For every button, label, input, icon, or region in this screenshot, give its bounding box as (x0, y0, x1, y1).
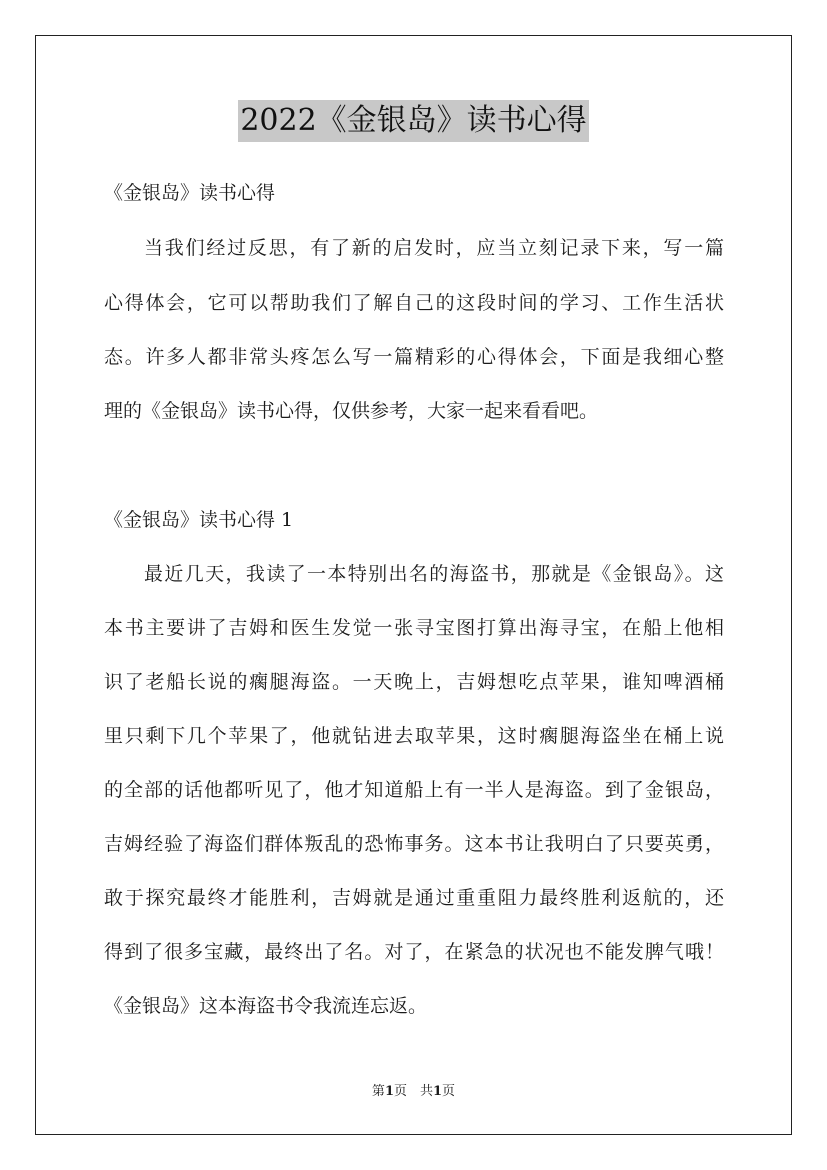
body-line: 里只剩下几个苹果了，他就钻进去取苹果，这时瘸腿海盗坐在桶上说 (104, 725, 724, 747)
body-line: 吉姆经验了海盗们群体叛乱的恐怖事务。这本书让我明白了只要英勇， (104, 833, 724, 855)
body-line: 得到了很多宝藏，最终出了名。对了，在紧急的状况也不能发脾气哦！ (104, 941, 724, 963)
title-container (0, 100, 827, 142)
body-line: 敢于探究最终才能胜利，吉姆就是通过重重阻力最终胜利返航的，还 (104, 887, 724, 909)
intro-line: 心得体会，它可以帮助我们了解自己的这段时间的学习、工作生活状 (104, 292, 724, 314)
footer-total-pages: 1 (433, 1084, 443, 1099)
footer-page-number: 1 (384, 1084, 394, 1099)
body-line: 《金银岛》这本海盗书令我流连忘返。 (104, 995, 428, 1017)
intro-line: 理的《金银岛》读书心得，仅供参考，大家一起来看看吧。 (104, 400, 599, 422)
footer-suffix: 页 (442, 1084, 456, 1099)
body-line: 识了老船长说的瘸腿海盗。一天晚上，吉姆想吃点苹果，谁知啤酒桶 (104, 671, 724, 693)
section-heading: 《金银岛》读书心得 1 (104, 509, 294, 531)
intro-line: 态。许多人都非常头疼怎么写一篇精彩的心得体会，下面是我细心整 (104, 346, 724, 368)
footer-prefix: 第 (371, 1084, 385, 1099)
body-line: 本书主要讲了吉姆和医生发觉一张寻宝图打算出海寻宝，在船上他相 (104, 617, 724, 639)
subtitle: 《金银岛》读书心得 (104, 182, 276, 204)
document-title: 2022《金银岛》读书心得 (238, 100, 588, 142)
body-line: 最近几天，我读了一本特别出名的海盗书，那就是《金银岛》。这 (144, 563, 724, 585)
body-line: 的全部的话他都听见了，他才知道船上有一半人是海盗。到了金银岛， (104, 779, 724, 801)
footer-mid: 页 共 (393, 1084, 433, 1099)
page-footer (0, 1083, 827, 1101)
intro-line: 当我们经过反思，有了新的启发时，应当立刻记录下来，写一篇 (144, 237, 724, 259)
